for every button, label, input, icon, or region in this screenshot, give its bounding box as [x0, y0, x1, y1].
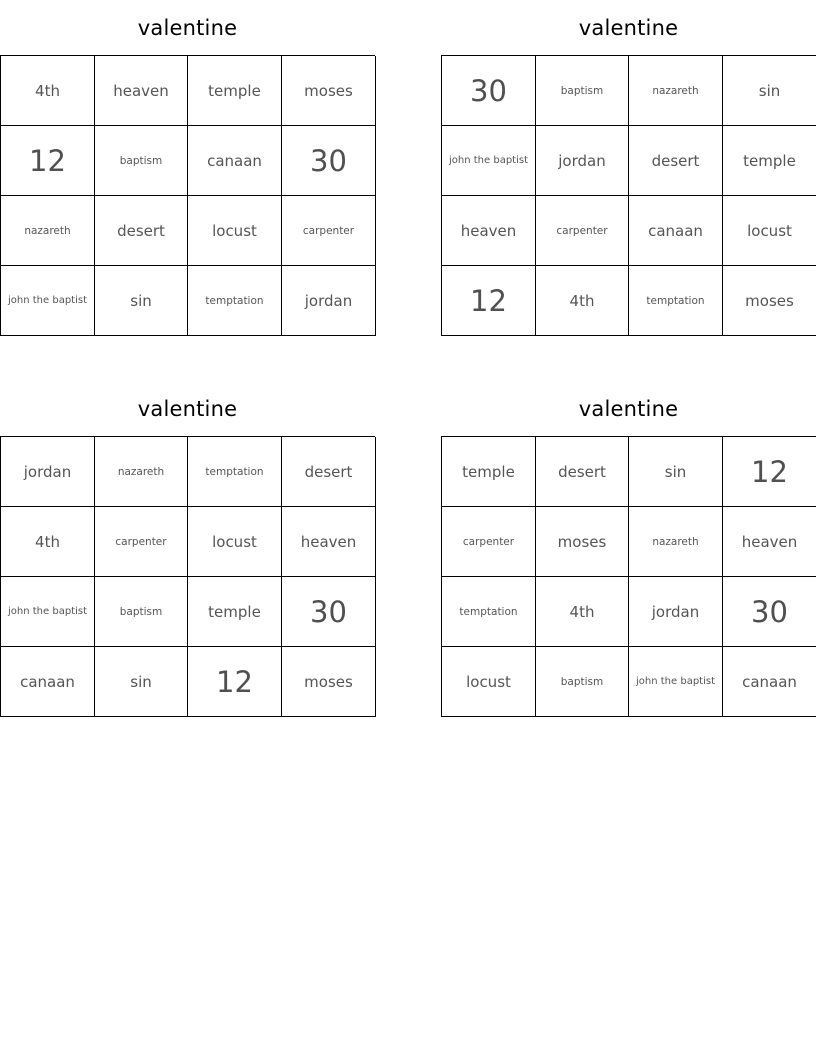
grid-cell: moses	[282, 647, 376, 717]
grid-cell: heaven	[95, 56, 188, 126]
grid-cell: moses	[723, 266, 816, 336]
grid-cell: carpenter	[536, 196, 629, 266]
grid-cell: desert	[282, 437, 376, 507]
grid-cell: baptism	[95, 126, 188, 196]
grid-cell: temptation	[188, 437, 282, 507]
grid-cell: jordan	[282, 266, 376, 336]
bingo-card-1	[0, 0, 375, 336]
grid-cell: nazareth	[629, 56, 723, 126]
grid-cell: temple	[188, 56, 282, 126]
grid-cell: baptism	[536, 647, 629, 717]
bingo-card-3	[0, 381, 375, 717]
grid-cell: 30	[282, 126, 376, 196]
grid-cell: 4th	[536, 577, 629, 647]
grid-cell: john the baptist	[442, 126, 536, 196]
grid-cell: carpenter	[442, 507, 536, 577]
grid-cell: sin	[629, 437, 723, 507]
bingo-card-4	[441, 381, 816, 717]
grid-cell: temple	[723, 126, 816, 196]
grid-cell: 30	[282, 577, 376, 647]
grid-cell: locust	[442, 647, 536, 717]
grid-cell: canaan	[188, 126, 282, 196]
grid-cell: 12	[1, 126, 95, 196]
card-title: valentine	[578, 397, 679, 421]
grid-cell: desert	[536, 437, 629, 507]
grid-cell: temple	[442, 437, 536, 507]
grid-cell: locust	[723, 196, 816, 266]
bingo-grid	[0, 55, 375, 336]
grid-cell: nazareth	[629, 507, 723, 577]
grid-cell: john the baptist	[1, 577, 95, 647]
grid-cell: sin	[723, 56, 816, 126]
grid-cell: locust	[188, 507, 282, 577]
bingo-grid	[441, 436, 816, 717]
grid-cell: 4th	[1, 56, 95, 126]
card-title: valentine	[578, 16, 679, 40]
bingo-grid	[0, 436, 375, 717]
grid-cell: heaven	[282, 507, 376, 577]
grid-cell: jordan	[536, 126, 629, 196]
grid-cell: 30	[723, 577, 816, 647]
grid-cell: temple	[188, 577, 282, 647]
grid-cell: 12	[188, 647, 282, 717]
grid-cell: john the baptist	[629, 647, 723, 717]
grid-cell: 4th	[536, 266, 629, 336]
grid-cell: heaven	[723, 507, 816, 577]
card-title: valentine	[137, 16, 238, 40]
grid-cell: 12	[723, 437, 816, 507]
grid-cell: temptation	[188, 266, 282, 336]
grid-cell: nazareth	[1, 196, 95, 266]
grid-cell: temptation	[629, 266, 723, 336]
grid-cell: carpenter	[282, 196, 376, 266]
grid-cell: moses	[536, 507, 629, 577]
grid-cell: carpenter	[95, 507, 188, 577]
grid-cell: canaan	[723, 647, 816, 717]
grid-cell: heaven	[442, 196, 536, 266]
grid-cell: canaan	[629, 196, 723, 266]
grid-cell: john the baptist	[1, 266, 95, 336]
grid-cell: desert	[629, 126, 723, 196]
grid-cell: baptism	[536, 56, 629, 126]
grid-cell: locust	[188, 196, 282, 266]
grid-cell: temptation	[442, 577, 536, 647]
grid-cell: moses	[282, 56, 376, 126]
grid-cell: sin	[95, 266, 188, 336]
bingo-grid	[441, 55, 816, 336]
grid-cell: desert	[95, 196, 188, 266]
grid-cell: nazareth	[95, 437, 188, 507]
bingo-card-2	[441, 0, 816, 336]
card-title: valentine	[137, 397, 238, 421]
grid-cell: 30	[442, 56, 536, 126]
grid-cell: jordan	[629, 577, 723, 647]
grid-cell: 12	[442, 266, 536, 336]
grid-cell: baptism	[95, 577, 188, 647]
grid-cell: canaan	[1, 647, 95, 717]
grid-cell: sin	[95, 647, 188, 717]
grid-cell: 4th	[1, 507, 95, 577]
grid-cell: jordan	[1, 437, 95, 507]
